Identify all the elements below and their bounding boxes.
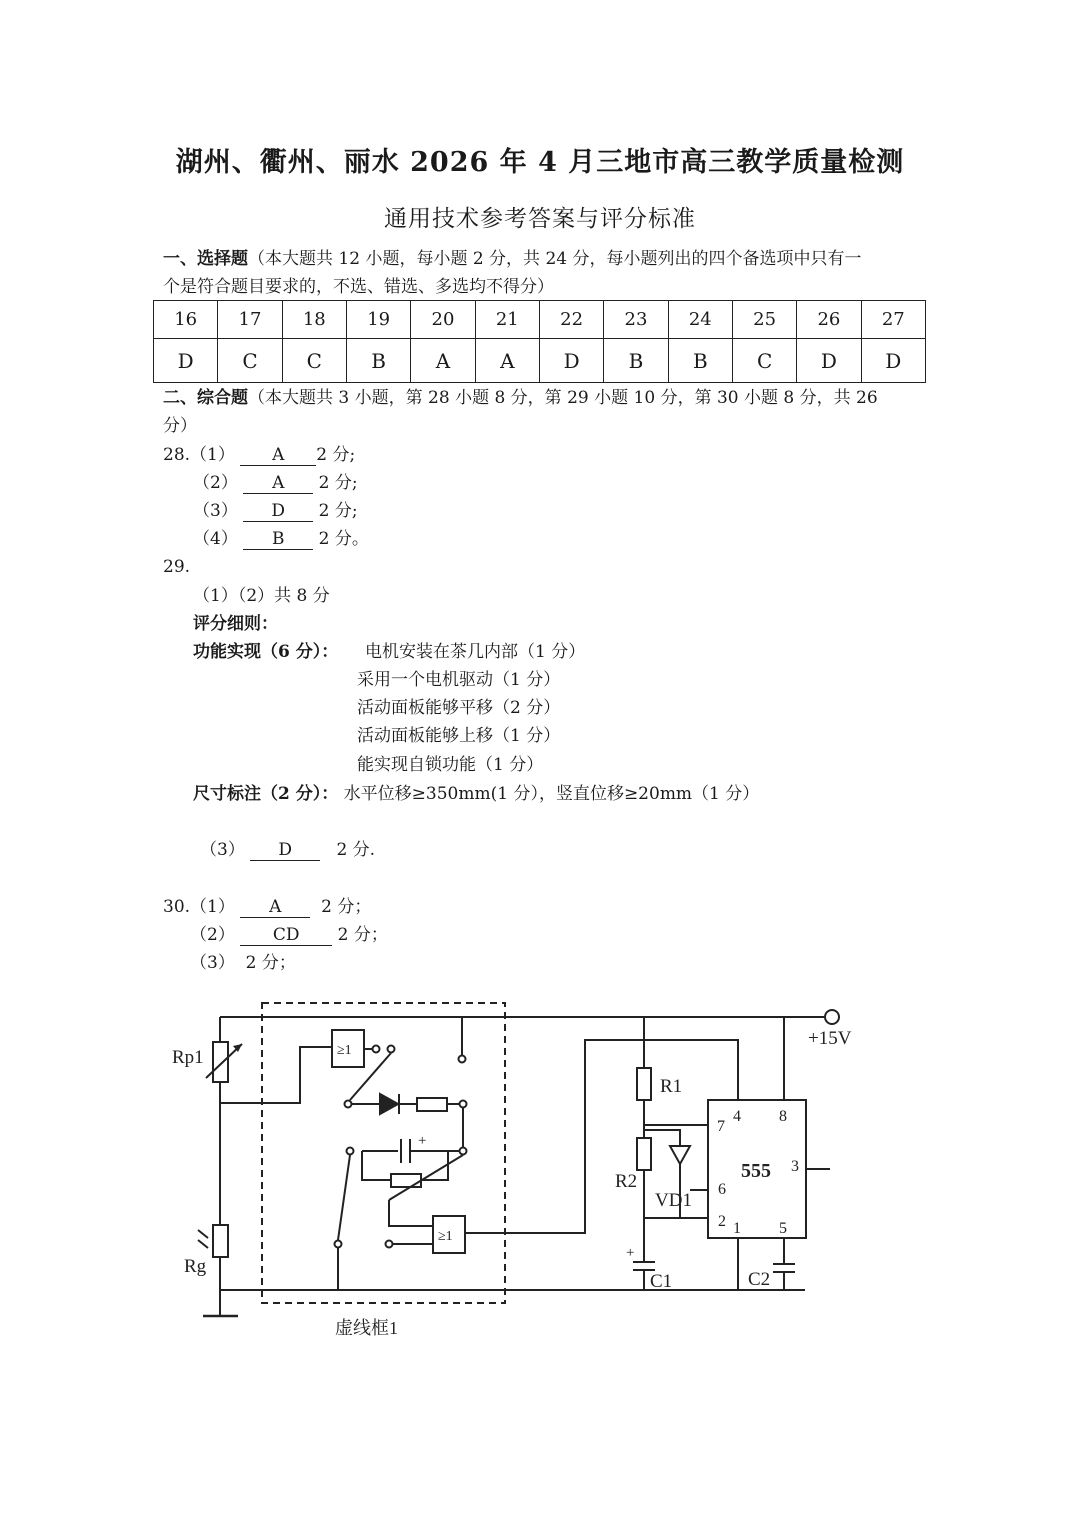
r1-resistor: [637, 1068, 651, 1100]
rg-label: Rg: [184, 1256, 207, 1277]
q28-item-label: （4）: [193, 529, 238, 549]
light-ray-icon: [198, 1240, 208, 1248]
q28-item-score: 2 分;: [316, 445, 356, 465]
q29-part3-label: （3）: [200, 840, 245, 860]
q28-item-label: （3）: [193, 501, 238, 521]
q29-func-item: 电机安装在茶几内部（1 分）: [365, 642, 586, 662]
answer-cell: D: [861, 339, 925, 383]
c2-label: C2: [748, 1269, 771, 1290]
section2-heading: 二、综合题: [163, 388, 248, 408]
answer-cell: A: [475, 339, 539, 383]
terminal-dot: [460, 1148, 467, 1155]
pin-5-label: 5: [779, 1220, 787, 1237]
q30-item-label: （3）: [190, 953, 235, 973]
q28-item-label: （1）: [190, 445, 235, 465]
page-subtitle: 通用技术参考答案与评分标准: [384, 206, 696, 232]
section1-heading: 一、选择题: [163, 249, 248, 269]
q29-detail-heading: 评分细则：: [193, 614, 278, 634]
r1-label: R1: [660, 1076, 683, 1097]
terminal-dot: [386, 1241, 393, 1248]
question-number: 21: [475, 301, 539, 339]
q28-item-score: 2 分。: [318, 529, 369, 549]
terminal-dot: [460, 1101, 467, 1108]
answer-cell: B: [604, 339, 668, 383]
q29-number: 29.: [163, 557, 191, 577]
q29-func-item: 活动面板能够上移（1 分）: [357, 726, 561, 746]
c1-plus: +: [626, 1245, 635, 1261]
question-number: 20: [411, 301, 475, 339]
switch-lever: [338, 1155, 350, 1240]
vd1-label: VD1: [655, 1190, 692, 1211]
terminal-dot: [373, 1046, 380, 1053]
question-number: 23: [604, 301, 668, 339]
pin-3-label: 3: [791, 1158, 799, 1175]
pin-2-label: 2: [718, 1213, 726, 1230]
q29-part3-score: 2 分.: [336, 840, 376, 860]
question-number: 19: [346, 301, 410, 339]
q30-item-score: 2 分；: [245, 953, 296, 973]
q29-func-item: 能实现自锁功能（1 分）: [357, 755, 544, 775]
rg-photoresistor: [213, 1225, 228, 1257]
dashed-box-label: 虚线框1: [335, 1318, 398, 1338]
gate2-input-wire: [389, 1200, 433, 1226]
q30-number: 30.: [163, 897, 191, 917]
q29-func-label: 功能实现（6 分）：: [193, 642, 339, 662]
q30-answer-blank: A: [240, 897, 310, 918]
vd1-diode-icon: [670, 1146, 690, 1164]
q29-dim-text: 水平位移≥350mm(1 分），竖直位移≥20mm（1 分）: [343, 784, 760, 804]
resistor-box: [391, 1174, 421, 1187]
gate1-input-wire: [220, 1047, 332, 1103]
q28-item-score: 2 分;: [318, 501, 358, 521]
diode-icon: [380, 1094, 398, 1114]
c1-label: C1: [650, 1271, 673, 1292]
r2-label: R2: [615, 1171, 638, 1192]
section2-desc-line1: （本大题共 3 小题，第 28 小题 8 分，第 29 小题 10 分，第 30 小题 8 分，共 26: [248, 388, 878, 408]
pin-7-label: 7: [717, 1118, 725, 1135]
light-ray-icon: [198, 1230, 208, 1238]
section1-desc-line1: （本大题共 12 小题，每小题 2 分，共 24 分，每小题列出的四个备选项中只有一: [248, 249, 862, 269]
answer-cell: A: [411, 339, 475, 383]
question-number: 22: [539, 301, 603, 339]
block-wire: [362, 1151, 391, 1180]
q28-answer-blank: B: [243, 529, 313, 550]
pin-6-label: 6: [718, 1181, 726, 1198]
answer-cell: C: [732, 339, 796, 383]
q28-number: 28.: [163, 445, 191, 465]
question-number: 25: [732, 301, 796, 339]
nor-gate-1-symbol: ≥1: [337, 1043, 352, 1058]
pin-4-label: 4: [733, 1108, 741, 1125]
vcc-terminal: [825, 1010, 839, 1024]
question-number: 26: [797, 301, 861, 339]
nor-gate-2-symbol: ≥1: [438, 1229, 453, 1244]
question-number: 16: [154, 301, 218, 339]
page-title: 湖州、衢州、丽水 2026 年 4 月三地市高三教学质量检测: [175, 147, 905, 178]
vcc-label: +15V: [808, 1028, 852, 1049]
q29-part3-answer-blank: D: [250, 840, 320, 861]
answer-cell: C: [218, 339, 282, 383]
q29-dim-label: 尺寸标注（2 分）：: [193, 784, 339, 804]
terminal-dot: [347, 1148, 354, 1155]
ic-555-label: 555: [741, 1160, 771, 1182]
terminal-dot: [388, 1046, 395, 1053]
question-number: 18: [282, 301, 346, 339]
answer-cell: C: [282, 339, 346, 383]
answer-cell: B: [346, 339, 410, 383]
q30-item-label: （2）: [190, 925, 235, 945]
q30-item-label: （1）: [190, 897, 235, 917]
pin-1-label: 1: [733, 1220, 741, 1237]
terminal-dot: [459, 1056, 466, 1063]
terminal-dot: [335, 1241, 342, 1248]
q30-item-score: 2 分；: [337, 925, 388, 945]
pin-8-label: 8: [779, 1108, 787, 1125]
dashed-box-1: [262, 1003, 505, 1303]
rp1-label: Rp1: [172, 1047, 204, 1068]
question-number: 27: [861, 301, 925, 339]
q28-answer-blank: A: [240, 445, 316, 466]
question-number: 24: [668, 301, 732, 339]
q29-part12: （1）（2）共 8 分: [193, 586, 330, 606]
section2-desc-line2: 分）: [163, 416, 197, 436]
answer-cell: D: [539, 339, 603, 383]
q28-answer-blank: D: [243, 501, 313, 522]
question-number: 17: [218, 301, 282, 339]
capacitor-plus: +: [418, 1133, 427, 1149]
q30-answer-blank: CD: [240, 925, 332, 946]
terminal-dot: [345, 1101, 352, 1108]
r2-resistor: [637, 1138, 651, 1170]
q28-item-label: （2）: [193, 473, 238, 493]
resistor-box: [417, 1098, 447, 1111]
q28-item-score: 2 分;: [318, 473, 358, 493]
answer-cell: D: [154, 339, 218, 383]
answer-cell: D: [797, 339, 861, 383]
q28-answer-blank: A: [243, 473, 313, 494]
rp1-resistor: [213, 1042, 228, 1082]
q29-func-item: 采用一个电机驱动（1 分）: [357, 670, 561, 690]
section1-desc-line2: 个是符合题目要求的，不选、错选、多选均不得分）: [163, 277, 554, 297]
q30-item-score: 2 分；: [321, 897, 372, 917]
q29-func-item: 活动面板能够平移（2 分）: [357, 698, 561, 718]
answer-cell: B: [668, 339, 732, 383]
